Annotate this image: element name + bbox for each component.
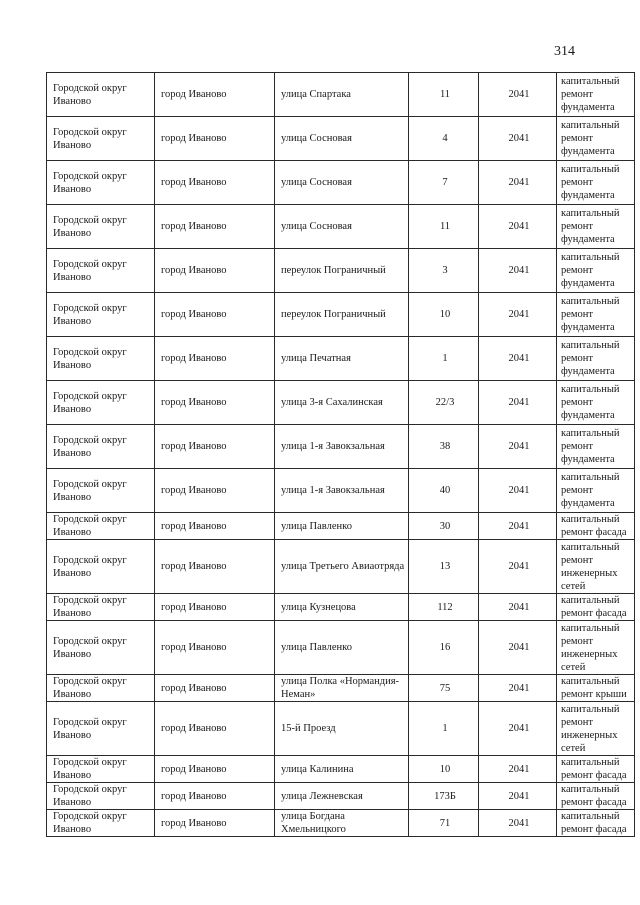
city-cell: город Иваново [155,756,275,783]
street-cell: улица Павленко [275,513,409,540]
work-type-cell: капитальный ремонт фундамента [557,469,635,513]
house-number-cell: 10 [409,756,479,783]
house-number-cell: 30 [409,513,479,540]
okrug-cell: Городской округ Иваново [47,594,155,621]
year-cell: 2041 [479,337,557,381]
okrug-cell: Городской округ Иваново [47,117,155,161]
city-cell: город Иваново [155,117,275,161]
work-type-cell: капитальный ремонт фундамента [557,205,635,249]
work-type-cell: капитальный ремонт фундамента [557,73,635,117]
street-cell: улица Богдана Хмельницкого [275,810,409,837]
okrug-cell: Городской округ Иваново [47,337,155,381]
city-cell: город Иваново [155,161,275,205]
city-cell: город Иваново [155,621,275,675]
street-cell: улица Лежневская [275,783,409,810]
city-cell: город Иваново [155,337,275,381]
okrug-cell: Городской округ Иваново [47,161,155,205]
page-number: 314 [554,44,575,59]
repair-schedule-table [46,72,635,837]
year-cell: 2041 [479,540,557,594]
okrug-cell: Городской округ Иваново [47,702,155,756]
table-row [47,513,635,540]
city-cell: город Иваново [155,381,275,425]
street-cell: улица 3-я Сахалинская [275,381,409,425]
okrug-cell: Городской округ Иваново [47,425,155,469]
house-number-cell: 71 [409,810,479,837]
work-type-cell: капитальный ремонт фундамента [557,293,635,337]
okrug-cell: Городской округ Иваново [47,293,155,337]
house-number-cell: 38 [409,425,479,469]
city-cell: город Иваново [155,513,275,540]
city-cell: город Иваново [155,810,275,837]
work-type-cell: капитальный ремонт инженерных сетей [557,540,635,594]
city-cell: город Иваново [155,540,275,594]
street-cell: улица Полка «Нормандия-Неман» [275,675,409,702]
year-cell: 2041 [479,621,557,675]
table-row [47,425,635,469]
year-cell: 2041 [479,293,557,337]
street-cell: улица Печатная [275,337,409,381]
year-cell: 2041 [479,249,557,293]
table-row [47,675,635,702]
work-type-cell: капитальный ремонт фундамента [557,117,635,161]
okrug-cell: Городской округ Иваново [47,381,155,425]
house-number-cell: 3 [409,249,479,293]
work-type-cell: капитальный ремонт фасада [557,783,635,810]
work-type-cell: капитальный ремонт фундамента [557,425,635,469]
table-row [47,540,635,594]
house-number-cell: 11 [409,73,479,117]
work-type-cell: капитальный ремонт инженерных сетей [557,621,635,675]
street-cell: улица Сосновая [275,117,409,161]
work-type-cell: капитальный ремонт фундамента [557,381,635,425]
street-cell: переулок Пограничный [275,249,409,293]
year-cell: 2041 [479,513,557,540]
work-type-cell: капитальный ремонт фасада [557,513,635,540]
okrug-cell: Городской округ Иваново [47,540,155,594]
city-cell: город Иваново [155,249,275,293]
street-cell: улица Третьего Авиаотряда [275,540,409,594]
street-cell: улица Павленко [275,621,409,675]
year-cell: 2041 [479,425,557,469]
work-type-cell: капитальный ремонт фасада [557,594,635,621]
house-number-cell: 4 [409,117,479,161]
street-cell: улица Сосновая [275,205,409,249]
okrug-cell: Городской округ Иваново [47,810,155,837]
year-cell: 2041 [479,702,557,756]
work-type-cell: капитальный ремонт крыши [557,675,635,702]
year-cell: 2041 [479,675,557,702]
table-row [47,381,635,425]
year-cell: 2041 [479,594,557,621]
street-cell: улица Спартака [275,73,409,117]
work-type-cell: капитальный ремонт фундамента [557,249,635,293]
year-cell: 2041 [479,205,557,249]
table-row [47,117,635,161]
okrug-cell: Городской округ Иваново [47,756,155,783]
table-row [47,756,635,783]
street-cell: улица Кузнецова [275,594,409,621]
year-cell: 2041 [479,810,557,837]
city-cell: город Иваново [155,73,275,117]
year-cell: 2041 [479,783,557,810]
year-cell: 2041 [479,117,557,161]
street-cell: улица 1-я Завокзальная [275,425,409,469]
table-row [47,469,635,513]
table-row [47,73,635,117]
house-number-cell: 1 [409,337,479,381]
table-row [47,249,635,293]
okrug-cell: Городской округ Иваново [47,205,155,249]
table-row [47,161,635,205]
house-number-cell: 75 [409,675,479,702]
work-type-cell: капитальный ремонт фундамента [557,337,635,381]
house-number-cell: 22/3 [409,381,479,425]
table-row [47,783,635,810]
house-number-cell: 10 [409,293,479,337]
house-number-cell: 173Б [409,783,479,810]
year-cell: 2041 [479,469,557,513]
street-cell: переулок Пограничный [275,293,409,337]
city-cell: город Иваново [155,205,275,249]
city-cell: город Иваново [155,675,275,702]
house-number-cell: 40 [409,469,479,513]
year-cell: 2041 [479,73,557,117]
table-row [47,293,635,337]
city-cell: город Иваново [155,702,275,756]
work-type-cell: капитальный ремонт инженерных сетей [557,702,635,756]
street-cell: улица Калинина [275,756,409,783]
house-number-cell: 7 [409,161,479,205]
city-cell: город Иваново [155,469,275,513]
year-cell: 2041 [479,756,557,783]
okrug-cell: Городской округ Иваново [47,513,155,540]
table-row [47,702,635,756]
year-cell: 2041 [479,381,557,425]
work-type-cell: капитальный ремонт фундамента [557,161,635,205]
table-row [47,205,635,249]
okrug-cell: Городской округ Иваново [47,621,155,675]
street-cell: улица 1-я Завокзальная [275,469,409,513]
okrug-cell: Городской округ Иваново [47,783,155,810]
house-number-cell: 112 [409,594,479,621]
table-row [47,810,635,837]
year-cell: 2041 [479,161,557,205]
house-number-cell: 1 [409,702,479,756]
house-number-cell: 11 [409,205,479,249]
table-row [47,594,635,621]
street-cell: 15-й Проезд [275,702,409,756]
city-cell: город Иваново [155,425,275,469]
table-row [47,337,635,381]
okrug-cell: Городской округ Иваново [47,675,155,702]
okrug-cell: Городской округ Иваново [47,249,155,293]
work-type-cell: капитальный ремонт фасада [557,810,635,837]
city-cell: город Иваново [155,594,275,621]
city-cell: город Иваново [155,293,275,337]
okrug-cell: Городской округ Иваново [47,469,155,513]
city-cell: город Иваново [155,783,275,810]
street-cell: улица Сосновая [275,161,409,205]
table-row [47,621,635,675]
work-type-cell: капитальный ремонт фасада [557,756,635,783]
house-number-cell: 13 [409,540,479,594]
okrug-cell: Городской округ Иваново [47,73,155,117]
house-number-cell: 16 [409,621,479,675]
